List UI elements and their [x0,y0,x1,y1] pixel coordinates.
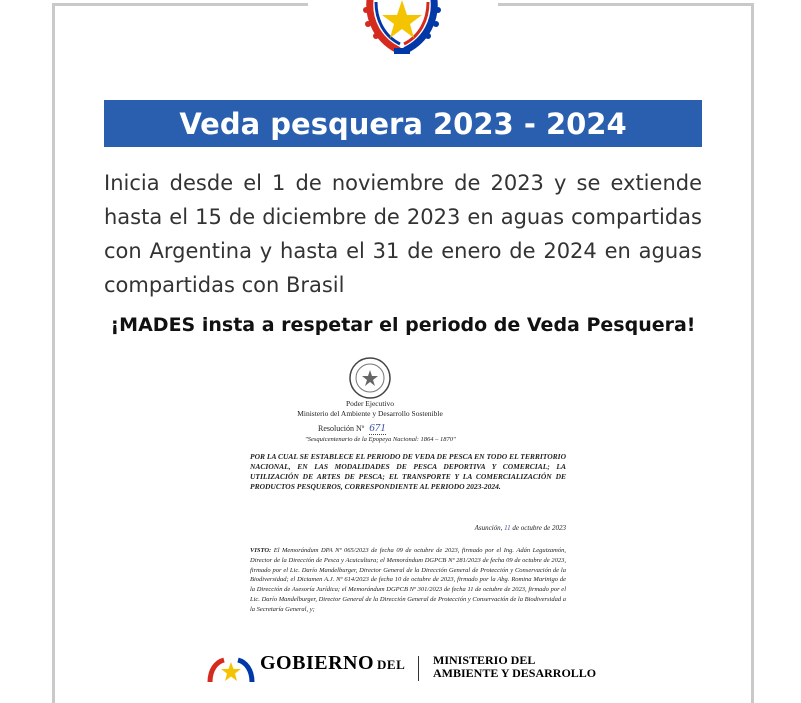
footer-divider [418,656,419,681]
doc-resolution [318,422,386,434]
gobierno-wordmark [260,652,405,675]
doc-ministry: Ministerio del Ambiente y Desarrollo Sostenible [297,409,443,418]
paragraph-line: Inicia desde el 1 de noviembre de 2023 y se extiende [104,171,702,195]
date-suffix: de octubre de 2023 [512,524,566,532]
resolution-number: 671 [369,422,386,434]
date-prefix: Asunción, [474,524,503,532]
info-paragraph [104,166,702,302]
slogan: ¡MADES insta a respetar el periodo de Veda Pesquera! [110,314,696,336]
doc-branch: Poder Ejecutivo [345,399,395,408]
doc-date [475,524,566,532]
doc-visto [250,546,566,615]
title-banner [104,100,702,147]
paraguay-coat-of-arms-icon [352,0,452,58]
gov-del: DEL [377,657,406,672]
resolution-document [250,352,580,624]
paragraph-line: compartidas con Argentina y hasta el 31 de enero [104,205,702,263]
ministry-line: AMBIENTE Y DESARROLLO [433,666,597,680]
doc-title: POR LA CUAL SE ESTABLECE EL PERIODO DE VEDA DE PESCA EN TODO EL TERRITORIO NACIONAL, EN LAS MODALIDADES DE PESCA DEPORTIVA Y COMERCIAL; LA UTILIZACIÓN DE ARTES DE PESCA; EL TRANSPORTE Y LA COMERCIALIZACIÓN DE PRODUCTOS PESQUEROS, CORRESPONDIENTE AL PERIODO 2023-2024. [250,452,566,491]
national-seal-icon [348,356,392,400]
ministry-wordmark [433,654,596,680]
resolution-label: Resolución Nº [318,424,365,433]
date-day: 11 [504,524,511,532]
visto-label: VISTO: [250,547,272,554]
ministry-line: MINISTERIO DEL [433,653,536,667]
banner-title: Veda pesquera 2023 - 2024 [179,106,627,141]
doc-motto: "Sesquicentenario de la Epopeya Nacional: 1864 – 1870" [305,436,456,443]
gobierno-tricolor-logo-icon [206,654,256,684]
paragraph-line: hasta el 15 de diciembre de 2023 en aguas [104,205,565,229]
paragraph-line: de 2024 en aguas compartidas con Brasil [104,239,702,297]
gov-text: GOBIERNO [260,652,375,674]
visto-text: El Memorándum DPA Nº 065/2023 de fecha 09 de octubre de 2023, firmado por el Ing. Adán Leguizamón, Director de la Dirección de Pesca y Acuicultura; el Memorándum DGPCB Nº 281/2023 de fecha 09 de octubre de 2023, firmado por el Lic. Darío Mandelburger, Director General de la Dirección General de Protección y Conservación de la Biodiversidad; el Dictamen A.J. Nº 614/2023 de fecha 10 de octubre de 2023, firmado por la Abg. Romina Marinigo de la Dirección de Asesoría Jurídica; el Memorándum DGPCB Nº 301/2023 de fecha 11 de octubre de 2023, firmado por el Lic. Darío Mandelburger, Director General de la Dirección General de Protección y Conservación de la Biodiversidad a la Secretaría General, y; [250,547,567,613]
